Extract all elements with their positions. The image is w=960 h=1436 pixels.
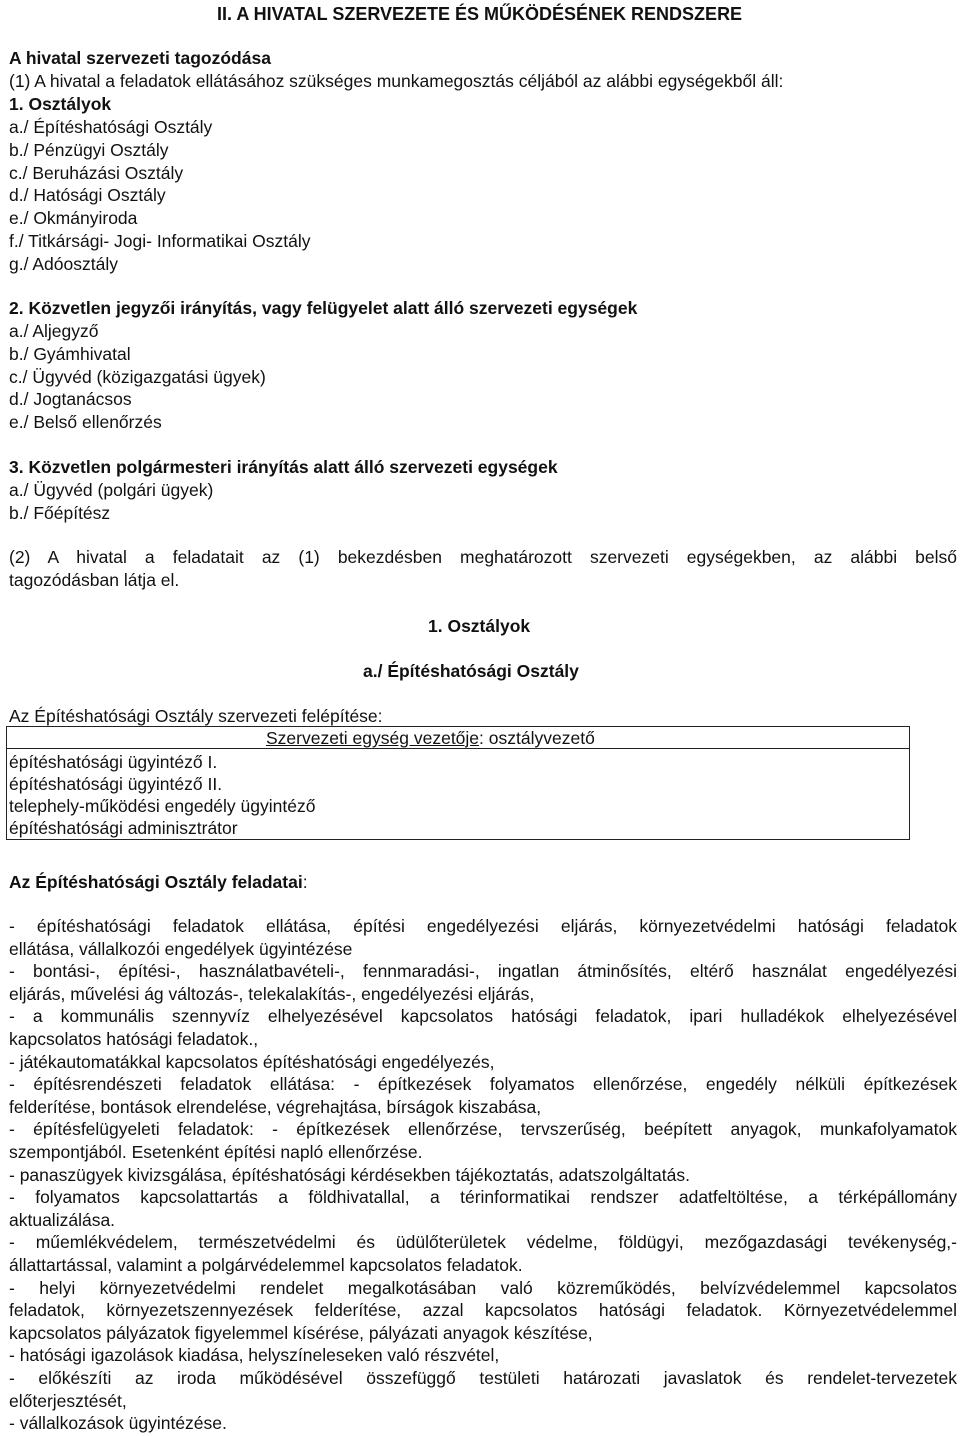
task-line: eljárás, művelési ág változás-, telekalakítás-, engedélyezési eljárás, [9, 984, 535, 1004]
task-line: állattartással, valamint a polgárvédelemmel kapcsolatos feladatok. [9, 1255, 523, 1275]
list-item: c./ Ügyvéd (közigazgatási ügyek) [9, 367, 266, 387]
group1-heading: 1. Osztályok [9, 94, 112, 114]
task-line: - vállalkozások ügyintézése. [9, 1413, 227, 1433]
list-item: d./ Hatósági Osztály [9, 185, 166, 205]
section-heading: A hivatal szervezeti tagozódása [9, 48, 271, 68]
list-item: b./ Főépítész [9, 503, 111, 523]
task-line: - játékautomatákkal kapcsolatos építéshatósági engedélyezés, [9, 1052, 495, 1072]
sub-heading-epiteshatosagi: a./ Építéshatósági Osztály [363, 661, 579, 681]
table-row: építéshatósági adminisztrátor [9, 818, 238, 838]
task-line: - bontási-, építési-, használatbavételi-, fennmaradási-, ingatlan átminősítés, eltérő használat engedélyezési [9, 961, 957, 981]
list-item: e./ Okmányiroda [9, 208, 138, 228]
task-line: - hatósági igazolások kiadása, helyszíneleseken való részvétel, [9, 1345, 500, 1365]
structure-table-header [7, 727, 909, 749]
page-title: II. A HIVATAL SZERVEZETE ÉS MŰKÖDÉSÉNEK RENDSZERE [217, 4, 743, 24]
task-line: - a kommunális szennyvíz elhelyezésével kapcsolatos hatósági feladatok, ipari hulladékok elhelyezésével [9, 1006, 957, 1026]
task-line: - panaszügyek kivizsgálása, építéshatósági kérdésekben tájékoztatás, adatszolgáltatás. [9, 1165, 690, 1185]
structure-table [6, 726, 910, 840]
group2-heading: 2. Közvetlen jegyzői irányítás, vagy felügyelet alatt álló szervezeti egységek [9, 298, 638, 318]
paragraph-2-line-2: tagozódásban látja el. [9, 570, 180, 590]
task-line: ellátása, vállalkozói engedélyek ügyintézése [9, 939, 353, 959]
list-item: a./ Ügyvéd (polgári ügyek) [9, 480, 214, 500]
tasks-heading-colon: : [302, 872, 308, 892]
task-line: szempontjából. Esetenként építési napló ellenőrzése. [9, 1142, 423, 1162]
list-item: a./ Aljegyző [9, 321, 99, 341]
table-row: építéshatósági ügyintéző I. [9, 752, 218, 772]
task-line: - építésfelügyeleti feladatok: - építkezések ellenőrzése, tervszerűség, beépített anyagok, munkafolyamatok [9, 1119, 957, 1139]
sub-heading-osztalyok: 1. Osztályok [428, 616, 531, 636]
structure-table-head-text [266, 727, 595, 749]
task-line: kapcsolatos pályázatok figyelemmel kísérése, pályázati anyagok készítése, [9, 1323, 593, 1343]
task-line: felderítése, bontások elrendelése, végrehajtása, bírságok kiszabása, [9, 1097, 542, 1117]
list-item: f./ Titkársági- Jogi- Informatikai Osztály [9, 231, 311, 251]
task-line: aktualizálása. [9, 1210, 116, 1230]
task-line: - folyamatos kapcsolattartás a földhivatallal, a térinformatikai rendszer adatfeltöltése, a térképállomány [9, 1187, 957, 1207]
paragraph-2-line-1: (2) A hivatal a feladatait az (1) bekezdésben meghatározott szervezeti egységekben, az alábbi belső [9, 547, 957, 567]
task-line: - előkészíti az iroda működésével összefüggő testületi határozati javaslatok és rendelet-tervezetek [9, 1368, 957, 1388]
task-line: - helyi környezetvédelmi rendelet megalkotásában való közreműködés, belvízvédelemmel kapcsolatos [9, 1278, 957, 1298]
list-item: g./ Adóosztály [9, 254, 118, 274]
list-item: e./ Belső ellenőrzés [9, 412, 162, 432]
task-line: - építéshatósági feladatok ellátása, építési engedélyezési eljárás, környezetvédelmi hatósági feladatok [9, 916, 957, 936]
list-item: a./ Építéshatósági Osztály [9, 117, 213, 137]
tasks-heading-label: Az Építéshatósági Osztály feladatai [9, 872, 303, 892]
task-line: feladatok, környezetszennyezések felderítése, azzal kapcsolatos hatósági feladatok. Környezetvédelemmel [9, 1300, 957, 1320]
list-item: d./ Jogtanácsos [9, 389, 132, 409]
group3-heading: 3. Közvetlen polgármesteri irányítás alatt álló szervezeti egységek [9, 457, 558, 477]
structure-label: Az Építéshatósági Osztály szervezeti felépítése: [9, 706, 383, 726]
task-line: - építésrendészeti feladatok ellátása: - építkezések folyamatos ellenőrzése, engedély nélküli építkezések [9, 1074, 957, 1094]
task-line: - műemlékvédelem, természetvédelmi és üdülőterületek védelme, földügyi, mezőgazdasági tevékenység,- [9, 1232, 957, 1252]
task-line: előterjesztését, [9, 1391, 127, 1411]
intro-paragraph: (1) A hivatal a feladatok ellátásához szükséges munkamegosztás céljából az alábbi egységekből áll: [9, 71, 784, 91]
task-line: kapcsolatos hatósági feladatok., [9, 1029, 259, 1049]
head-leader-role: : osztályvezető [479, 728, 595, 748]
tasks-heading [9, 871, 308, 893]
table-row: telephely-működési engedély ügyintéző [9, 796, 316, 816]
list-item: c./ Beruházási Osztály [9, 163, 184, 183]
list-item: b./ Pénzügyi Osztály [9, 140, 169, 160]
list-item: b./ Gyámhivatal [9, 344, 131, 364]
head-leader-label: Szervezeti egység vezetője [266, 728, 480, 748]
table-row: építéshatósági ügyintéző II. [9, 774, 223, 794]
